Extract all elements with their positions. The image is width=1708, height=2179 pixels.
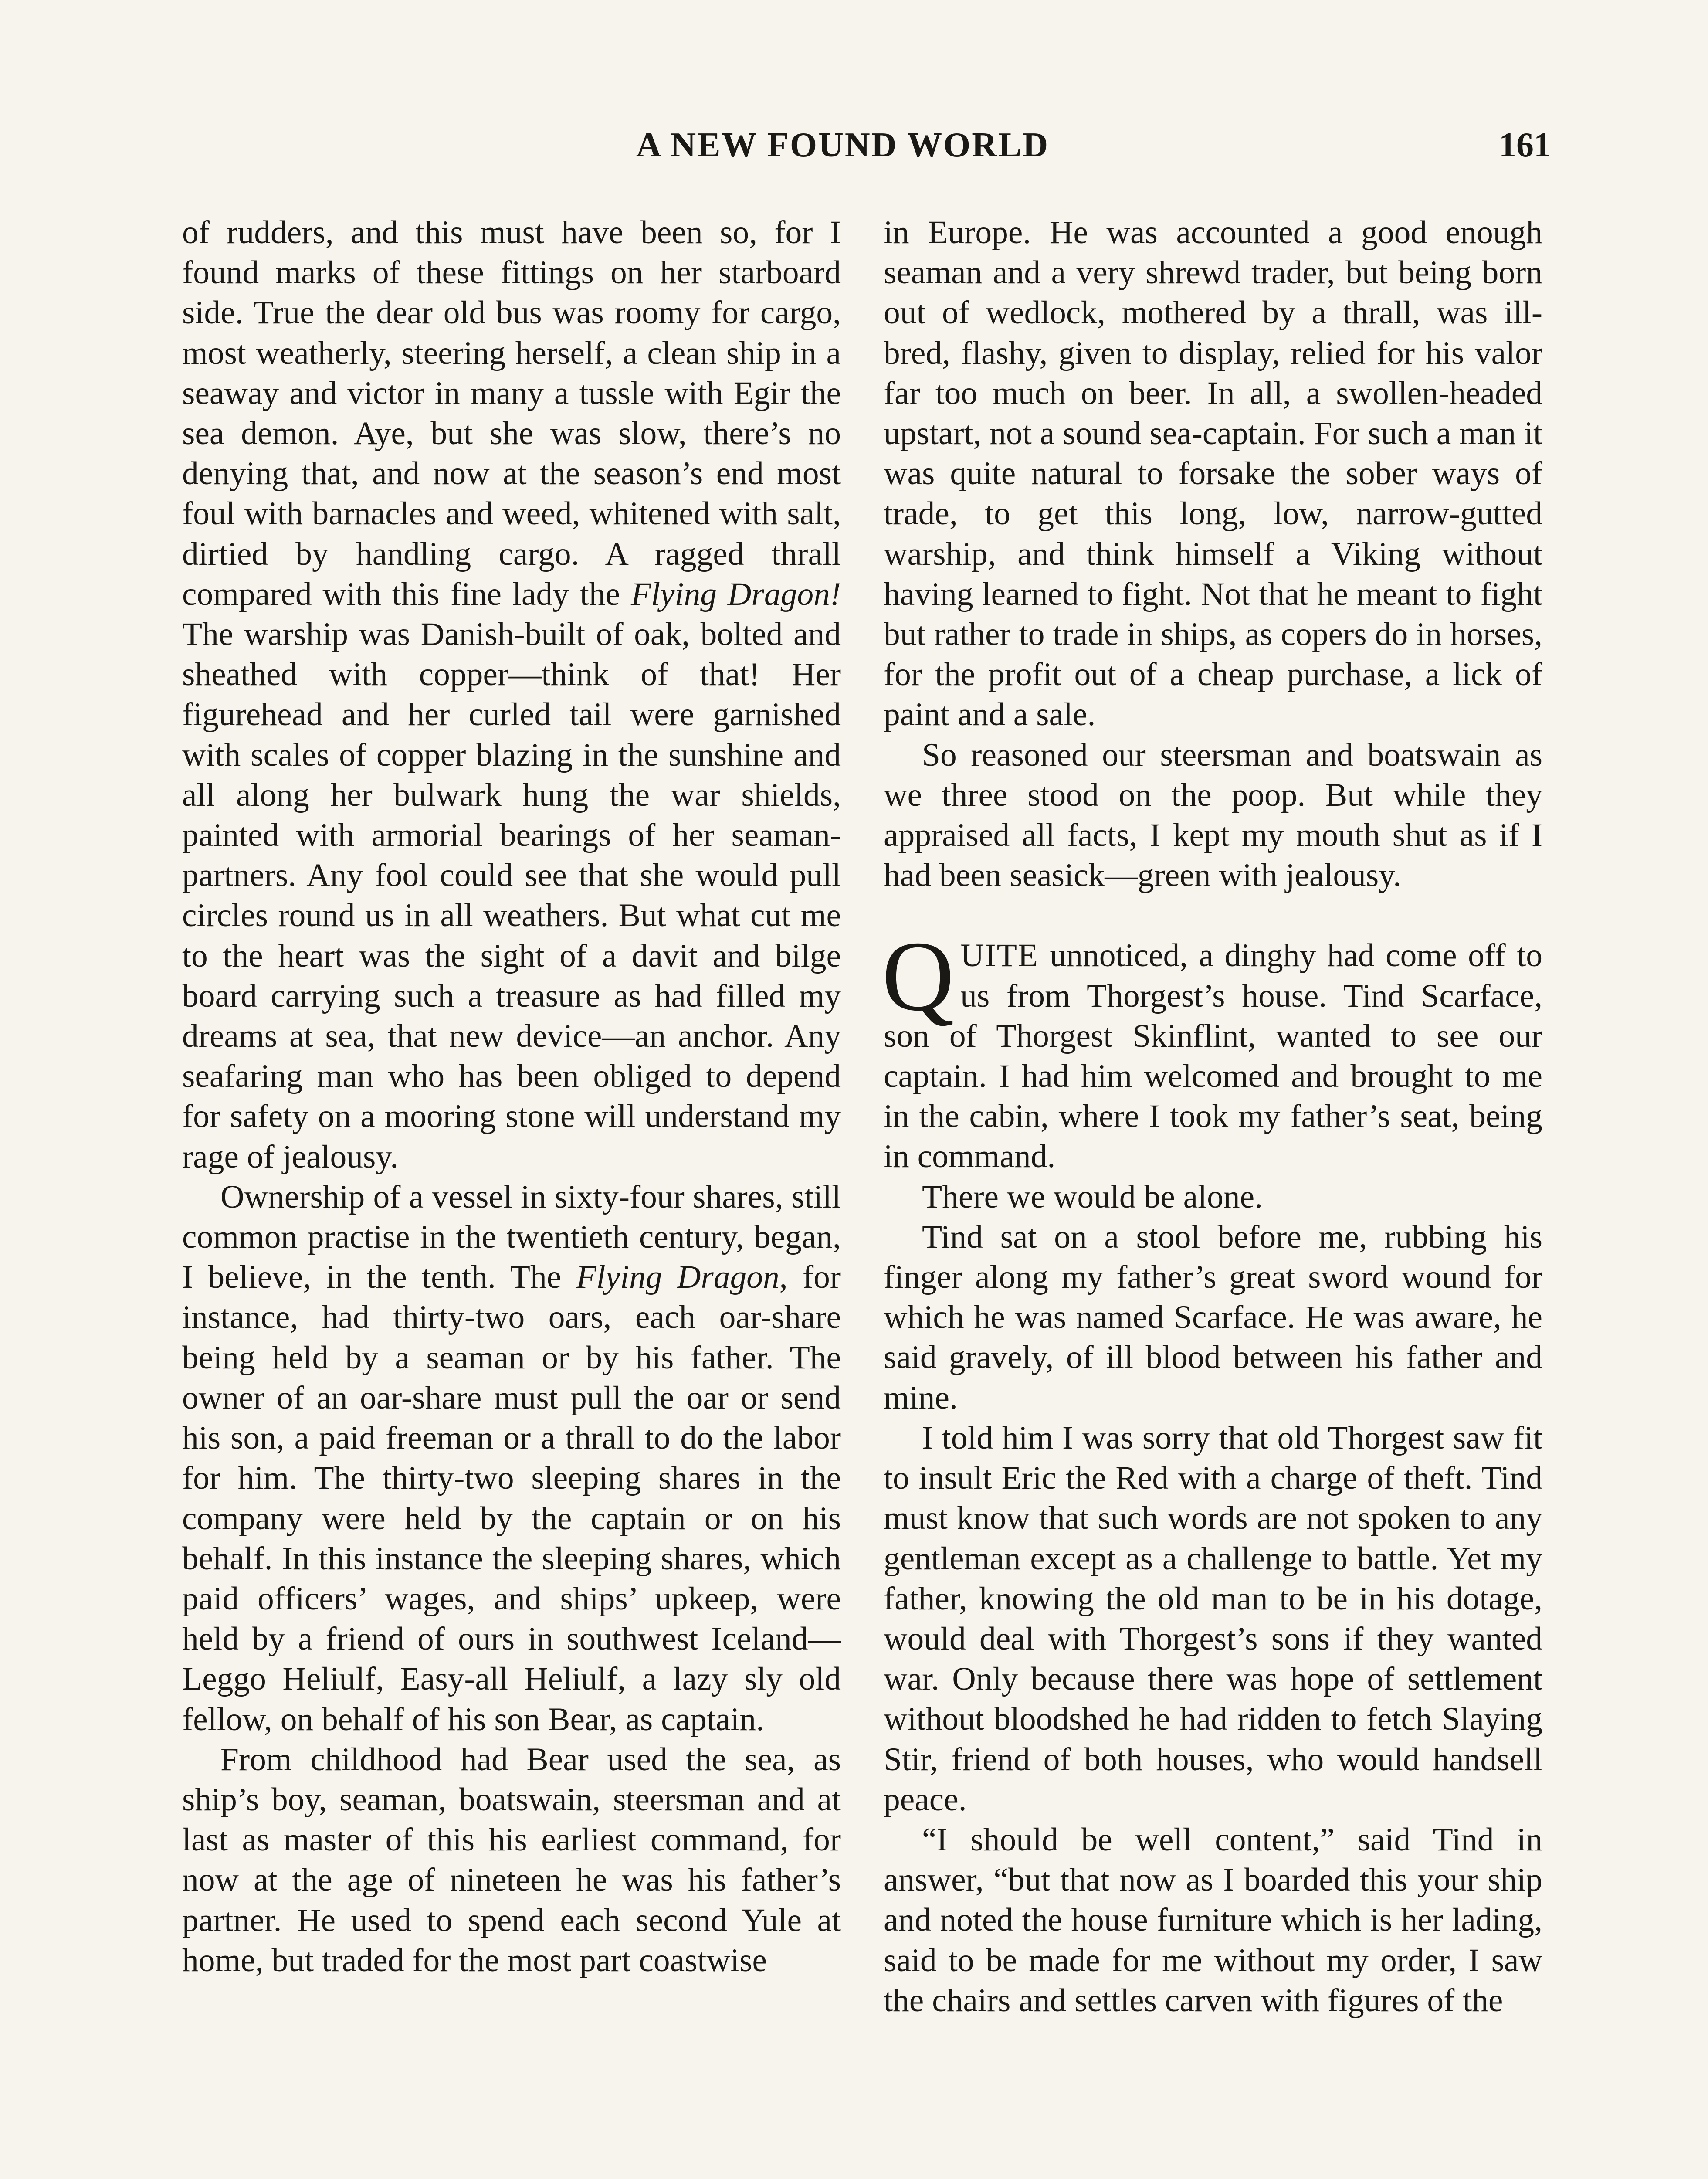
text-run: unnoticed, a dinghy had come off to us from Thorgest’s house. Tind Scarface, son of Thorgest Skinflint, wanted to see our captain. I had him welcomed and brought to me in the cabin, where I took my father’s seat, being in command.: [884, 937, 1542, 1175]
paragraph: From childhood had Bear used the sea, as ship’s boy, seaman, boatswain, steersman and at last as master of this his earliest command, for now at the age of nineteen he was his father’s partner. He used to spend each second Yule at home, but traded for the most part coastwise: [182, 1741, 841, 1979]
paragraph: [182, 213, 841, 1177]
paragraph: So reasoned our steersman and boatswain as we three stood on the poop. But while they appraised all facts, I kept my mouth shut as if I had been seasick—green with jealousy.: [884, 737, 1542, 894]
text-run: The warship was Danish-built of oak, bolted and sheathed with copper—think of that! Her figurehead and her curled tail were garnished with scales of copper blazing in the sunshine and all along her bulwark hung the war shields, painted with armorial bearings of her seaman-partners. Any fool could see that she would pull circles round us in all weathers. But what cut me to the heart was the sight of a davit and bilge board carrying such a treasure as had filled my dreams at sea, that new device—an anchor. Any seafaring man who has been obliged to depend for safety on a mooring stone will understand my rage of jealousy.: [182, 616, 841, 1175]
paragraph: There we would be alone.: [922, 1178, 1263, 1215]
text-run: of rudders, and this must have been so, for I found marks of these fittings on her starboard side. True the dear old bus was roomy for cargo, most weatherly, steering herself, a clean ship in a seaway and victor in many a tussle with Egir the sea demon. Aye, but she was slow, there’s no denying that, and now at the season’s end most foul with barnacles and weed, whitened with salt, dirtied by handling cargo. A ragged thrall compared with this fine lady the: [182, 214, 841, 612]
paragraph: “I should be well content,” said Tind in answer, “but that now as I boarded this your ship and noted the house furniture which is her lading, said to be made for me without my order, I saw the chairs and settles carven with figures of the: [884, 1821, 1542, 2019]
right-text-column: [884, 213, 1542, 2021]
paragraph: I told him I was sorry that old Thorgest saw fit to insult Eric the Red with a charge of theft. Tind must know that such words are not spoken to any gentleman except as a challenge to battle. Yet my father, knowing the old man to be in his dotage, would deal with Thorgest’s sons if they wanted war. Only because there was hope of settlement without bloodshed he had ridden to fetch Slaying Stir, friend of both houses, who would handsell peace.: [884, 1419, 1542, 1818]
left-text-column: [182, 213, 841, 1981]
page-number: 161: [1499, 126, 1551, 164]
paragraph: [182, 1177, 841, 1740]
drop-cap: Q: [882, 920, 955, 1032]
paragraph-with-drop-cap: [882, 920, 1542, 1177]
text-run: Ownership of a vessel in sixty-four shares, still common practise in the twentieth century, began, I believe, in the tenth. The: [182, 1178, 841, 1296]
small-caps-lead: UITE: [960, 937, 1039, 974]
text-run: , for instance, had thirty-two oars, each oar-share being held by a seaman or by his father. The owner of an oar-share must pull the oar or send his son, a paid freeman or a thrall to do the labor for him. The thirty-two sleeping shares in the company were held by the captain or on his behalf. In this instance the sleeping shares, which paid officers’ wages, and ships’ upkeep, were held by a friend of ours in southwest Iceland—Leggo Heliulf, Easy-all Heliulf, a lazy sly old fellow, on behalf of his son Bear, as captain.: [182, 1259, 841, 1738]
ship-name-italic: Flying Dragon!: [630, 576, 841, 612]
paragraph: Tind sat on a stool before me, rubbing his finger along my father’s great sword wound for which he was named Scarface. He was aware, he said gravely, of ill blood between his father and mine.: [884, 1218, 1542, 1416]
running-head-title: A NEW FOUND WORLD: [636, 126, 1050, 164]
paragraph: in Europe. He was accounted a good enough seaman and a very shrewd trader, but being born out of wedlock, mothered by a thrall, was ill-bred, flashy, given to display, relied for his valor far too much on beer. In all, a swollen-headed upstart, not a sound sea-captain. For such a man it was quite natural to forsake the sober ways of trade, to get this long, low, narrow-gutted warship, and think himself a Viking without having learned to fight. Not that he meant to fight but rather to trade in ships, as copers do in horses, for the profit out of a cheap purchase, a lick of paint and a sale.: [884, 214, 1542, 733]
ship-name-italic: Flying Dragon: [576, 1259, 779, 1296]
